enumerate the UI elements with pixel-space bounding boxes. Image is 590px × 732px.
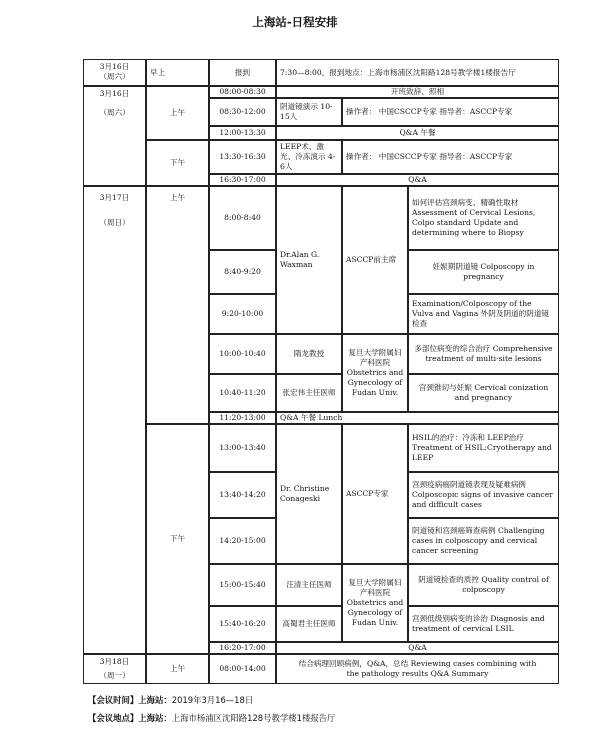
meeting-time (88, 694, 253, 706)
time-cell: 16:30-17:00 (209, 174, 276, 186)
topic-cell: Examination/Colposcopy of the Vulva and Vagina 外阴及阴道的阴道镜检查 (408, 294, 559, 334)
weekday: （周日） (99, 218, 130, 227)
date: 3月16日 (99, 62, 130, 71)
speaker-cell: Dr. Christine Conageski (276, 424, 342, 564)
meeting-place-value: 上海市杨浦区沈阳路128号教学楼1楼报告厅 (171, 713, 336, 723)
weekday: （周六） (99, 108, 130, 117)
time-cell: 08:00-08:30 (209, 86, 276, 98)
host-cell: ASCCP专家 (342, 424, 408, 564)
topic-cell: 阴道镜演示 10-15人 (276, 98, 342, 126)
date: 3月17日 (99, 193, 130, 202)
date-cell (83, 186, 146, 654)
weekday: （周一） (99, 671, 130, 680)
host-cell: 复旦大学附属妇产科医院 Obstetrics and Gynecology of Fudan Univ. (342, 564, 408, 642)
session-pm: 下午 (146, 424, 209, 654)
agenda-item: Q&A 午餐 (276, 126, 559, 140)
topic-cell: 宫颈锥切与妊娠 Cervical conization and pregnancy (408, 374, 559, 412)
host-cell: ASCCP前主席 (342, 186, 408, 334)
agenda-item: Q&A 午餐 Lunch (276, 412, 559, 424)
speaker-cell: 高蜀君主任医师 (276, 606, 342, 642)
date-cell (83, 86, 146, 186)
agenda-item: 结合病理回顾病例，Q&A，总结 Reviewing cases combining with the pathology results Q&A Summary (276, 654, 559, 684)
agenda-item: Q&A (276, 642, 559, 654)
time-cell: 13:30-16:30 (209, 140, 276, 174)
registration-detail: 7:30—8:00，报到地点：上海市杨浦区沈阳路128号教学楼1楼报告厅 (276, 59, 559, 86)
time-cell: 15:40-16:20 (209, 606, 276, 642)
time-cell: 9:20-10:00 (209, 294, 276, 334)
meeting-time-value: 2019年3月16—18日 (171, 695, 254, 705)
topic-cell: LEEP术、激光、冷冻演示 4-6人 (276, 140, 342, 174)
session-am: 上午 (146, 654, 209, 684)
speaker-cell: 隋龙教授 (276, 334, 342, 374)
session-am (146, 186, 209, 424)
time-cell: 10:00-10:40 (209, 334, 276, 374)
topic-cell: HSIL的治疗：冷冻和 LEEP治疗 Treatment of HSIL:Cryotherapy and LEEP (408, 424, 559, 472)
meeting-place (88, 712, 335, 724)
speaker-cell: 汪清主任医师 (276, 564, 342, 606)
time-cell: 8:00-8:40 (209, 186, 276, 250)
speaker-cell: 张宏伟主任医师 (276, 374, 342, 412)
time-cell: 14:20-15:00 (209, 518, 276, 564)
topic-cell: 阴道镜检查的质控 Quality control of colposcopy (408, 564, 559, 606)
time-cell: 16:20-17:00 (209, 642, 276, 654)
operator-cell: 操作者： 中国CSCCP专家 指导者：ASCCP专家 (342, 140, 559, 174)
session-cell: 早上 (146, 59, 209, 86)
agenda-item: Q&A (276, 174, 559, 186)
time-cell: 12:00-13:30 (209, 126, 276, 140)
time-cell: 10:40-11:20 (209, 374, 276, 412)
date: 3月16日 (99, 89, 130, 98)
registration-label: 报到 (209, 59, 276, 86)
date: 3月18日 (99, 657, 130, 666)
topic-cell: 妊娠期阴道镜 Colposcopy in pregnancy (408, 250, 559, 294)
host-cell: 复旦大学附属妇产科医院 Obstetrics and Gynecology of Fudan Univ. (342, 334, 408, 412)
time-cell: 15:00-15:40 (209, 564, 276, 606)
date-cell (83, 59, 146, 86)
date-cell (83, 654, 146, 684)
operator-cell: 操作者： 中国CSCCP专家 指导者：ASCCP专家 (342, 98, 559, 126)
session-pm: 下午 (146, 140, 209, 186)
topic-cell: 宫颈低级别病变的诊治 Diagnosis and treatment of cervical LSIL (408, 606, 559, 642)
time-cell: 11:20-13:00 (209, 412, 276, 424)
topic-cell: 多部位病变的综合治疗 Comprehensive treatment of multi-site lesions (408, 334, 559, 374)
time-cell: 08:00-14:00 (209, 654, 276, 684)
session-label: 上午 (169, 193, 186, 202)
session-am: 上午 (146, 86, 209, 140)
topic-cell: 宫颈疫病癌阴道镜表现及疑难病例 Colposcopic signs of invasive cancer and difficult cases (408, 472, 559, 518)
topic-cell: 阴道镜和宫颈癌筛查病例 Challenging cases in colposcopy and cervical cancer screening (408, 518, 559, 564)
speaker-cell: Dr.Alan G. Waxman (276, 186, 342, 334)
weekday: （周六） (99, 72, 130, 81)
time-cell: 08:30-12:00 (209, 98, 276, 126)
meeting-place-label: 【会议地点】上海站： (88, 713, 172, 723)
topic-cell: 如何评估宫颈病变、精确性取材 Assessment of Cervical Lesions, Colpo standard Update and determining where to Biopsy (408, 186, 559, 250)
time-cell: 13:40-14:20 (209, 472, 276, 518)
meeting-time-label: 【会议时间】上海站： (88, 695, 172, 705)
time-cell: 13:00-13:40 (209, 424, 276, 472)
time-cell: 8:40-9:20 (209, 250, 276, 294)
page-title: 上海站-日程安排 (252, 15, 338, 29)
agenda-item: 开班致辞、照相 (276, 86, 559, 98)
